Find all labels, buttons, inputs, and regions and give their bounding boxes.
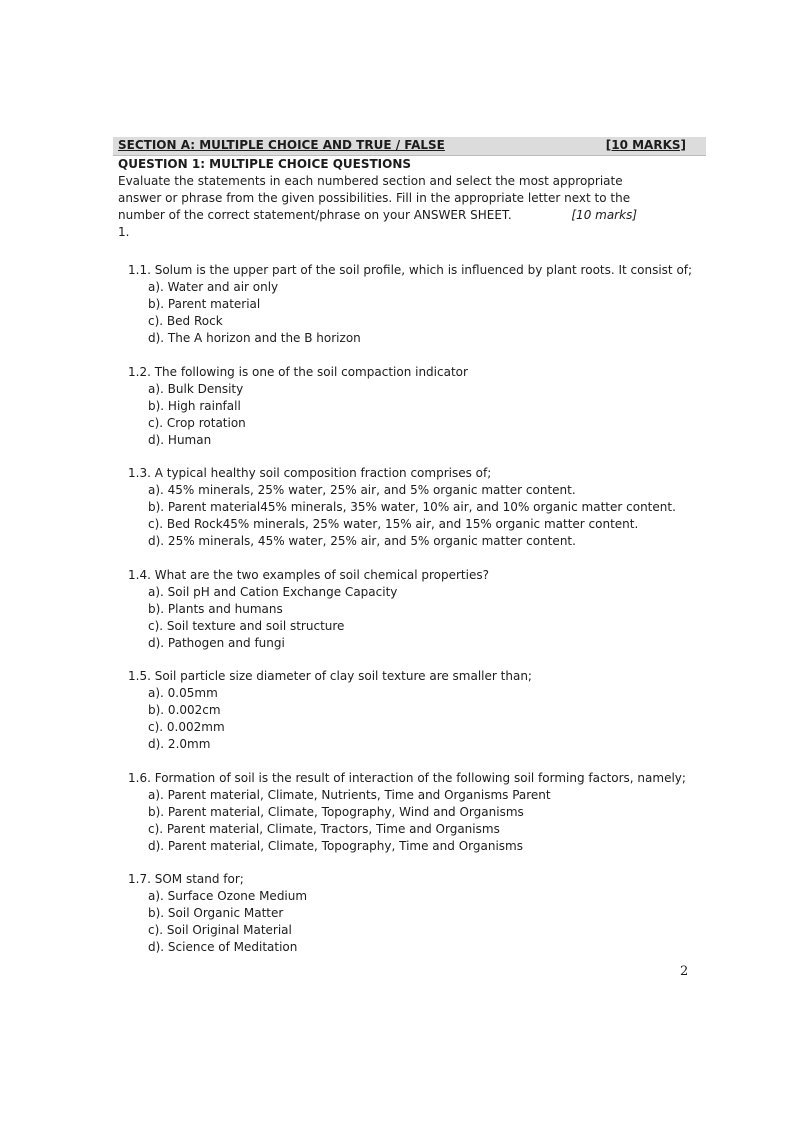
question-text: 1.4. What are the two examples of soil chemical properties?: [128, 567, 489, 582]
answer-option: a). Bulk Density: [148, 381, 244, 396]
answer-option: a). Water and air only: [148, 280, 279, 294]
question-heading: QUESTION 1: MULTIPLE CHOICE QUESTIONS: [118, 157, 412, 171]
question-item: [128, 262, 748, 347]
answer-option: c). Parent material, Climate, Tractors, Time and Organisms: [148, 821, 500, 836]
section-marks: [10 MARKS]: [605, 138, 686, 152]
answer-option: a). Surface Ozone Medium: [148, 889, 308, 903]
instructions-text: [118, 173, 663, 224]
question-text: 1.1. Solum is the upper part of the soil profile, which is influenced by plant roots. It consist of;: [128, 263, 693, 277]
answer-option: a). 0.05mm: [148, 686, 218, 700]
answer-option: d). 25% minerals, 45% water, 25% air, and 5% organic matter content.: [148, 534, 576, 548]
answer-option: b). High rainfall: [148, 398, 241, 413]
answer-option: c). Bed Rock: [148, 314, 223, 328]
question-text: 1.3. A typical healthy soil composition fraction comprises of;: [128, 466, 492, 480]
answer-option: a). 45% minerals, 25% water, 25% air, and 5% organic matter content.: [148, 483, 576, 497]
question-list: [128, 262, 748, 973]
question-item: [128, 567, 748, 652]
question-item: [128, 770, 748, 855]
question-text: 1.5. Soil particle size diameter of clay soil texture are smaller than;: [128, 669, 532, 683]
section-header: [113, 137, 706, 156]
question-item: [128, 364, 748, 449]
answer-option: d). Science of Meditation: [148, 940, 298, 954]
question-item: [128, 871, 748, 956]
answer-option: d). The A horizon and the B horizon: [148, 331, 361, 345]
answer-option: c). Crop rotation: [148, 415, 246, 430]
answer-option: b). Parent material45% minerals, 35% water, 10% air, and 10% organic matter content.: [148, 500, 676, 514]
instructions: Evaluate the statements in each numbered section and select the most appropriate answer or phrase from the given possibilities. Fill in the appropriate letter next to the number of the correct statement/phrase on your ANSWER SHEET.: [118, 174, 631, 222]
answer-option: b). Parent material, Climate, Topography, Wind and Organisms: [148, 804, 524, 819]
question-item: [128, 668, 748, 753]
answer-option: a). Parent material, Climate, Nutrients, Time and Organisms Parent: [148, 787, 551, 802]
answer-option: d). Human: [148, 432, 212, 447]
question-number: 1.: [118, 225, 130, 239]
answer-option: c). 0.002mm: [148, 720, 225, 734]
question-text: 1.2. The following is one of the soil compaction indicator: [128, 364, 468, 379]
answer-option: a). Soil pH and Cation Exchange Capacity: [148, 584, 398, 599]
answer-option: c). Soil texture and soil structure: [148, 618, 345, 633]
answer-option: d). 2.0mm: [148, 737, 211, 751]
section-title: SECTION A: MULTIPLE CHOICE AND TRUE / FALSE: [118, 138, 445, 152]
answer-option: b). Plants and humans: [148, 601, 283, 616]
answer-option: c). Bed Rock45% minerals, 25% water, 15% air, and 15% organic matter content.: [148, 517, 639, 531]
instructions-block: [118, 156, 708, 241]
answer-option: d). Parent material, Climate, Topography, Time and Organisms: [148, 838, 523, 853]
answer-option: b). Soil Organic Matter: [148, 906, 284, 920]
question-text: 1.7. SOM stand for;: [128, 872, 244, 886]
question-text: 1.6. Formation of soil is the result of interaction of the following soil forming factors, namely;: [128, 770, 686, 785]
answer-option: d). Pathogen and fungi: [148, 635, 285, 650]
instruction-marks: [10 marks]: [571, 208, 637, 222]
answer-option: b). 0.002cm: [148, 703, 221, 717]
answer-option: b). Parent material: [148, 297, 261, 311]
question-item: [128, 465, 748, 550]
answer-option: c). Soil Original Material: [148, 923, 292, 937]
page-number: 2: [680, 964, 689, 979]
